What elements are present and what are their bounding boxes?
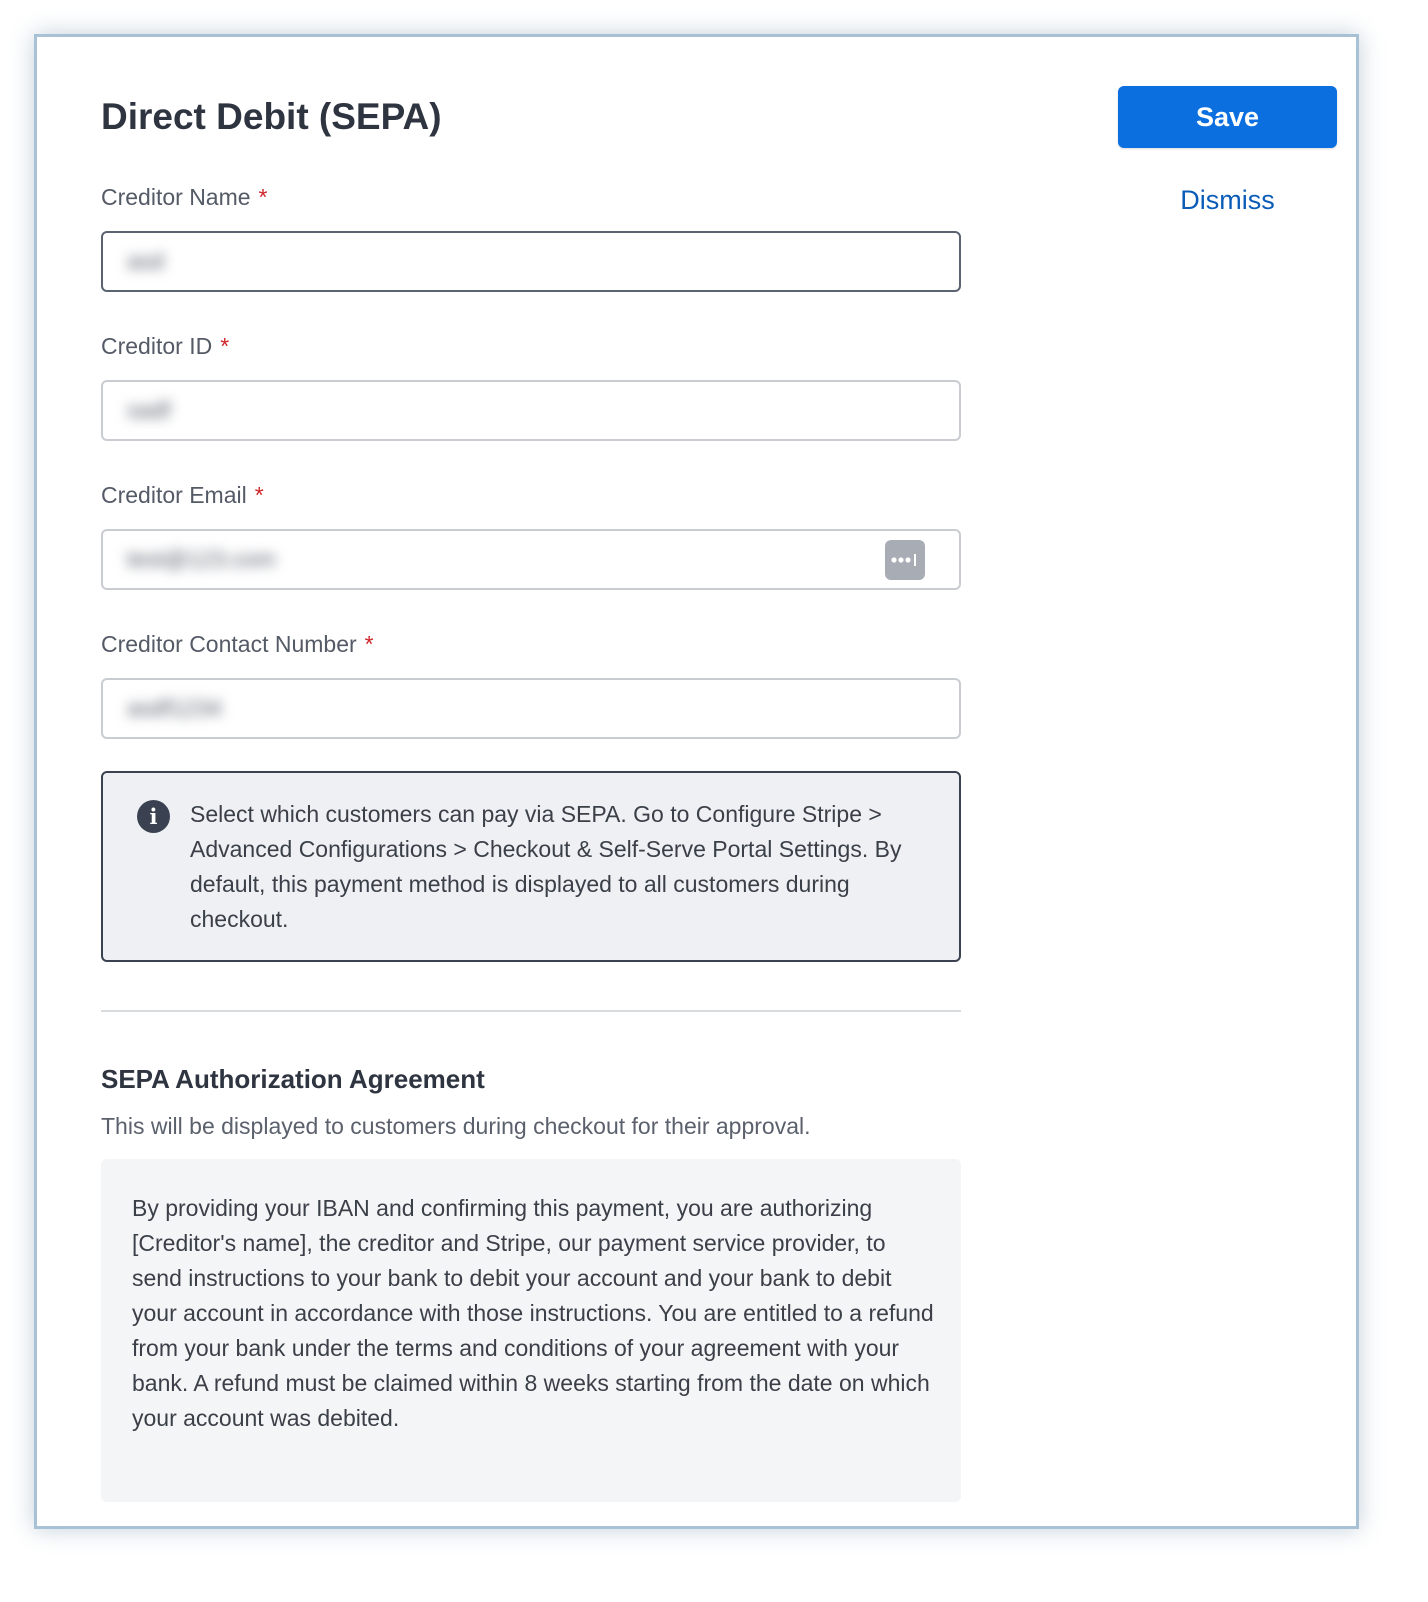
creditor-contact-value: asdf1234 [127, 695, 222, 721]
section-divider [101, 1010, 961, 1012]
creditor-email-value: test@123.com [127, 546, 276, 572]
password-autofill-icon[interactable] [885, 540, 925, 580]
creditor-name-label [101, 182, 268, 212]
creditor-contact-label [101, 629, 374, 659]
creditor-id-value: sadf [127, 397, 171, 423]
dismiss-link[interactable]: Dismiss [1180, 185, 1275, 215]
info-icon: i [137, 800, 170, 833]
creditor-email-label [101, 480, 264, 510]
required-asterisk: * [258, 184, 268, 210]
info-callout-text: Select which customers can pay via SEPA. Go to Configure Stripe > Advanced Configurations > Checkout & Self-Serve Portal Settings. By default, this payment method is displayed to all customers during checkout. [190, 801, 902, 932]
agreement-text: By providing your IBAN and confirming this payment, you are authorizing [Creditor's name], the creditor and Stripe, our payment service provider, to send instructions to your bank to debit your account and your bank to debit your account in accordance with those instructions. You are entitled to a refund from your bank under the terms and conditions of your agreement with your bank. A refund must be claimed within 8 weeks starting from the date on which your account was debited. [132, 1195, 934, 1431]
agreement-section-subtitle: This will be displayed to customers during checkout for their approval. [101, 1113, 811, 1139]
creditor-id-input[interactable] [101, 380, 961, 441]
sepa-settings-panel [34, 34, 1359, 1529]
creditor-contact-input[interactable] [101, 678, 961, 739]
required-asterisk: * [364, 631, 374, 657]
autofill-dots-icon [889, 553, 921, 567]
creditor-id-label [101, 331, 229, 361]
page-title: Direct Debit (SEPA) [101, 96, 442, 137]
creditor-name-input[interactable] [101, 231, 961, 292]
creditor-name-label-text: Creditor Name [101, 184, 251, 210]
creditor-id-label-text: Creditor ID [101, 333, 213, 359]
creditor-email-label-text: Creditor Email [101, 482, 247, 508]
agreement-text-box [101, 1159, 961, 1502]
save-button[interactable]: Save [1118, 86, 1337, 148]
creditor-name-value: asd [127, 248, 165, 274]
info-callout [101, 771, 961, 962]
creditor-contact-label-text: Creditor Contact Number [101, 631, 357, 657]
required-asterisk: * [220, 333, 230, 359]
required-asterisk: * [254, 482, 264, 508]
creditor-email-input[interactable] [101, 529, 961, 590]
agreement-section-title: SEPA Authorization Agreement [101, 1064, 485, 1094]
